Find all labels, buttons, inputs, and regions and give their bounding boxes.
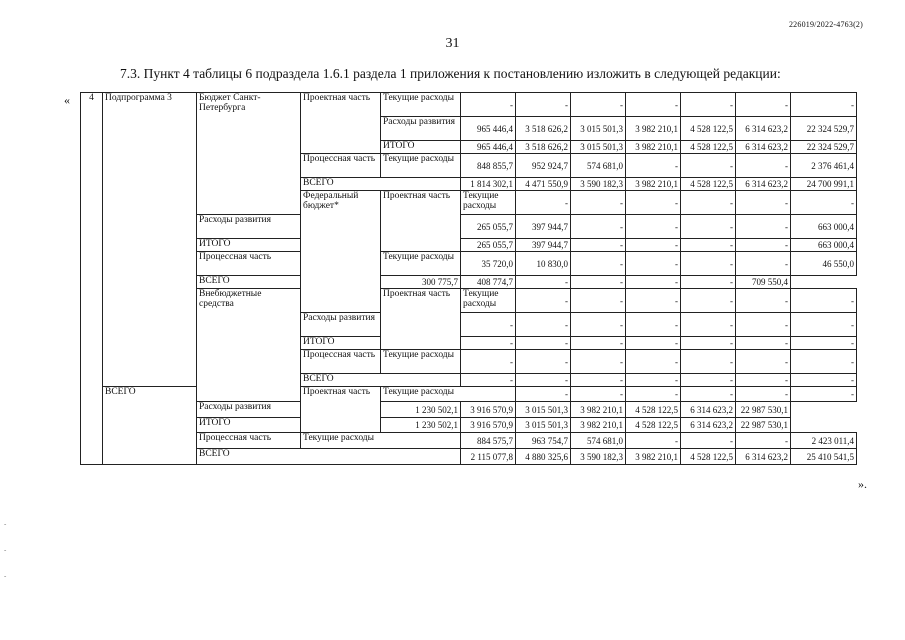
value-cell: 4 528 122,5 bbox=[681, 117, 736, 141]
value-cell: 848 855,7 bbox=[461, 154, 516, 178]
value-cell: 3 982 210,1 bbox=[626, 449, 681, 465]
part-process: Процессная часть bbox=[301, 350, 381, 374]
table-row bbox=[81, 239, 857, 252]
value-cell: 35 720,0 bbox=[461, 252, 516, 276]
source-total: ВСЕГО bbox=[301, 178, 461, 191]
kind-current: Текущие расходы bbox=[301, 433, 461, 449]
value-cell: - bbox=[516, 350, 571, 374]
program-name: Подпрограмма 3 bbox=[103, 93, 197, 387]
source-name: Бюджет Санкт-Петербурга bbox=[197, 93, 301, 215]
value-cell: 24 700 991,1 bbox=[791, 178, 857, 191]
value-cell: 574 681,0 bbox=[571, 433, 626, 449]
value-cell: - bbox=[571, 313, 626, 337]
value-cell: - bbox=[626, 313, 681, 337]
kind-current: Текущие расходы bbox=[381, 350, 461, 374]
value-cell: - bbox=[791, 191, 857, 215]
value-cell: - bbox=[571, 252, 626, 276]
value-cell: - bbox=[736, 93, 791, 117]
value-cell: - bbox=[791, 374, 857, 387]
value-cell: - bbox=[791, 350, 857, 374]
kind-development: Расходы развития bbox=[197, 215, 301, 239]
value-cell: - bbox=[571, 93, 626, 117]
value-cell: - bbox=[571, 387, 626, 402]
value-cell: 2 423 011,4 bbox=[791, 433, 857, 449]
value-cell: - bbox=[626, 337, 681, 350]
value-cell: 2 115 077,8 bbox=[461, 449, 516, 465]
section-heading: 7.3. Пункт 4 таблицы 6 подраздела 1.6.1 раздела 1 приложения к постановлению изложить в следующей редакции: bbox=[120, 66, 781, 81]
value-cell: 4 528 122,5 bbox=[626, 402, 681, 418]
value-cell: - bbox=[626, 276, 681, 289]
value-cell: - bbox=[736, 337, 791, 350]
part-project: Проектная часть bbox=[381, 289, 461, 350]
value-cell: - bbox=[736, 313, 791, 337]
value-cell: 4 528 122,5 bbox=[626, 418, 681, 433]
value-cell: - bbox=[736, 215, 791, 239]
item-number: 4 bbox=[81, 93, 103, 465]
value-cell: - bbox=[791, 313, 857, 337]
value-cell: - bbox=[626, 252, 681, 276]
table-row bbox=[81, 276, 857, 289]
value-cell: 3 982 210,1 bbox=[571, 402, 626, 418]
value-cell: 3 518 626,2 bbox=[516, 141, 571, 154]
value-cell: 3 916 570,9 bbox=[461, 402, 516, 418]
value-cell: 4 528 122,5 bbox=[681, 449, 736, 465]
margin-mark: - bbox=[4, 572, 7, 580]
table-row bbox=[81, 215, 857, 239]
value-cell: 1 814 302,1 bbox=[461, 178, 516, 191]
value-cell: 3 015 501,3 bbox=[571, 117, 626, 141]
value-cell: - bbox=[516, 93, 571, 117]
value-cell: - bbox=[791, 93, 857, 117]
kind-current: Текущие расходы bbox=[381, 154, 461, 178]
value-cell: - bbox=[516, 276, 571, 289]
value-cell: 963 754,7 bbox=[516, 433, 571, 449]
value-cell: - bbox=[681, 191, 736, 215]
kind-current: Текущие расходы bbox=[381, 252, 461, 276]
value-cell: 3 982 210,1 bbox=[626, 178, 681, 191]
value-cell: 2 376 461,4 bbox=[791, 154, 857, 178]
funding-table bbox=[80, 92, 857, 465]
value-cell: - bbox=[516, 289, 571, 313]
value-cell: - bbox=[736, 252, 791, 276]
value-cell: - bbox=[681, 374, 736, 387]
value-cell: 22 987 530,1 bbox=[736, 418, 791, 433]
value-cell: 6 314 623,2 bbox=[681, 418, 736, 433]
value-cell: 397 944,7 bbox=[516, 215, 571, 239]
value-cell: - bbox=[626, 239, 681, 252]
value-cell: 3 015 501,3 bbox=[571, 141, 626, 154]
value-cell: - bbox=[461, 93, 516, 117]
value-cell: - bbox=[626, 191, 681, 215]
value-cell: - bbox=[681, 289, 736, 313]
quote-open: « bbox=[64, 93, 70, 107]
value-cell: 1 230 502,1 bbox=[381, 402, 461, 418]
value-cell: 25 410 541,5 bbox=[791, 449, 857, 465]
value-cell: - bbox=[571, 276, 626, 289]
value-cell: - bbox=[626, 433, 681, 449]
value-cell: - bbox=[681, 350, 736, 374]
value-cell: 3 518 626,2 bbox=[516, 117, 571, 141]
value-cell: 663 000,4 bbox=[791, 239, 857, 252]
value-cell: 4 880 325,6 bbox=[516, 449, 571, 465]
kind-current: Текущие расходы bbox=[381, 93, 461, 117]
value-cell: - bbox=[681, 252, 736, 276]
value-cell: - bbox=[736, 289, 791, 313]
value-cell: - bbox=[571, 350, 626, 374]
value-cell: 22 324 529,7 bbox=[791, 141, 857, 154]
value-cell: 22 324 529,7 bbox=[791, 117, 857, 141]
kind-subtotal: ИТОГО bbox=[197, 418, 381, 433]
part-process: Процессная часть bbox=[197, 252, 301, 276]
value-cell: 965 446,4 bbox=[461, 141, 516, 154]
value-cell: 709 550,4 bbox=[736, 276, 791, 289]
source-name: Федеральный бюджет* bbox=[301, 191, 381, 313]
value-cell: 6 314 623,2 bbox=[736, 449, 791, 465]
value-cell: - bbox=[681, 313, 736, 337]
margin-mark: - bbox=[4, 546, 7, 554]
part-project: Проектная часть bbox=[301, 93, 381, 154]
value-cell: 1 230 502,1 bbox=[381, 418, 461, 433]
value-cell: - bbox=[681, 215, 736, 239]
value-cell: 3 982 210,1 bbox=[626, 117, 681, 141]
grand-total-row-label: ВСЕГО bbox=[197, 449, 461, 465]
value-cell: - bbox=[516, 374, 571, 387]
quote-close: ». bbox=[858, 477, 867, 491]
value-cell: - bbox=[626, 374, 681, 387]
value-cell: 663 000,4 bbox=[791, 215, 857, 239]
value-cell: - bbox=[681, 239, 736, 252]
value-cell: - bbox=[791, 387, 857, 402]
kind-subtotal: ИТОГО bbox=[301, 337, 381, 350]
value-cell: - bbox=[736, 350, 791, 374]
value-cell: 4 528 122,5 bbox=[681, 178, 736, 191]
value-cell: 265 055,7 bbox=[461, 239, 516, 252]
value-cell: - bbox=[736, 191, 791, 215]
value-cell: - bbox=[516, 313, 571, 337]
value-cell: 965 446,4 bbox=[461, 117, 516, 141]
source-total: ВСЕГО bbox=[301, 374, 461, 387]
part-project: Проектная часть bbox=[381, 191, 461, 252]
part-process: Процессная часть bbox=[301, 154, 381, 178]
value-cell: 4 471 550,9 bbox=[516, 178, 571, 191]
value-cell: - bbox=[626, 215, 681, 239]
value-cell: - bbox=[571, 239, 626, 252]
value-cell: - bbox=[626, 289, 681, 313]
value-cell: - bbox=[461, 337, 516, 350]
kind-current: Текущие расходы bbox=[461, 289, 516, 313]
value-cell: - bbox=[571, 289, 626, 313]
value-cell: 3 590 182,3 bbox=[571, 178, 626, 191]
value-cell: - bbox=[461, 374, 516, 387]
value-cell: 6 314 623,2 bbox=[736, 178, 791, 191]
value-cell: - bbox=[571, 191, 626, 215]
value-cell: - bbox=[791, 289, 857, 313]
value-cell: - bbox=[681, 387, 736, 402]
kind-development: Расходы развития bbox=[301, 313, 381, 337]
kind-current: Текущие расходы bbox=[461, 191, 516, 215]
kind-development: Расходы развития bbox=[197, 402, 381, 418]
value-cell: 3 982 210,1 bbox=[626, 141, 681, 154]
value-cell: - bbox=[791, 337, 857, 350]
table-row bbox=[81, 433, 857, 449]
value-cell: - bbox=[681, 93, 736, 117]
value-cell: - bbox=[571, 374, 626, 387]
kind-current: Текущие расходы bbox=[381, 387, 516, 402]
value-cell: - bbox=[516, 191, 571, 215]
value-cell: 6 314 623,2 bbox=[736, 117, 791, 141]
value-cell: - bbox=[736, 374, 791, 387]
kind-development: Расходы развития bbox=[381, 117, 461, 141]
table-row bbox=[81, 449, 857, 465]
source-name: Внебюджетные средства bbox=[197, 289, 301, 402]
value-cell: 3 015 501,3 bbox=[516, 418, 571, 433]
source-total: ВСЕГО bbox=[197, 276, 381, 289]
part-process: Процессная часть bbox=[197, 433, 301, 449]
value-cell: - bbox=[516, 387, 571, 402]
table-row bbox=[81, 93, 857, 117]
value-cell: 408 774,7 bbox=[461, 276, 516, 289]
value-cell: - bbox=[626, 93, 681, 117]
value-cell: - bbox=[626, 154, 681, 178]
value-cell: - bbox=[681, 337, 736, 350]
value-cell: 884 575,7 bbox=[461, 433, 516, 449]
value-cell: 10 830,0 bbox=[516, 252, 571, 276]
value-cell: - bbox=[516, 337, 571, 350]
value-cell: - bbox=[571, 215, 626, 239]
value-cell: - bbox=[626, 387, 681, 402]
value-cell: 397 944,7 bbox=[516, 239, 571, 252]
value-cell: 265 055,7 bbox=[461, 215, 516, 239]
value-cell: - bbox=[681, 276, 736, 289]
value-cell: - bbox=[736, 239, 791, 252]
value-cell: 3 590 182,3 bbox=[571, 449, 626, 465]
value-cell: 46 550,0 bbox=[791, 252, 857, 276]
value-cell: - bbox=[626, 350, 681, 374]
value-cell: - bbox=[736, 387, 791, 402]
table-row bbox=[81, 289, 857, 313]
value-cell: 22 987 530,1 bbox=[736, 402, 791, 418]
kind-subtotal: ИТОГО bbox=[381, 141, 461, 154]
value-cell: 6 314 623,2 bbox=[681, 402, 736, 418]
kind-subtotal: ИТОГО bbox=[197, 239, 301, 252]
value-cell: - bbox=[681, 154, 736, 178]
grand-total-label: ВСЕГО bbox=[103, 387, 197, 465]
table-row bbox=[81, 418, 857, 433]
value-cell: 952 924,7 bbox=[516, 154, 571, 178]
value-cell: 3 015 501,3 bbox=[516, 402, 571, 418]
page-number: 31 bbox=[445, 36, 460, 51]
part-project: Проектная часть bbox=[301, 387, 381, 433]
value-cell: 3 916 570,9 bbox=[461, 418, 516, 433]
value-cell: - bbox=[736, 154, 791, 178]
value-cell: 3 982 210,1 bbox=[571, 418, 626, 433]
value-cell: 300 775,7 bbox=[381, 276, 461, 289]
value-cell: - bbox=[736, 433, 791, 449]
value-cell: - bbox=[461, 350, 516, 374]
value-cell: 6 314 623,2 bbox=[736, 141, 791, 154]
value-cell: - bbox=[681, 433, 736, 449]
value-cell: 574 681,0 bbox=[571, 154, 626, 178]
value-cell: - bbox=[571, 337, 626, 350]
table-row bbox=[81, 402, 857, 418]
value-cell: - bbox=[461, 313, 516, 337]
margin-mark: - bbox=[4, 520, 7, 528]
table-row bbox=[81, 252, 857, 276]
document-number: 226019/2022-4763(2) bbox=[788, 20, 863, 29]
value-cell: 4 528 122,5 bbox=[681, 141, 736, 154]
